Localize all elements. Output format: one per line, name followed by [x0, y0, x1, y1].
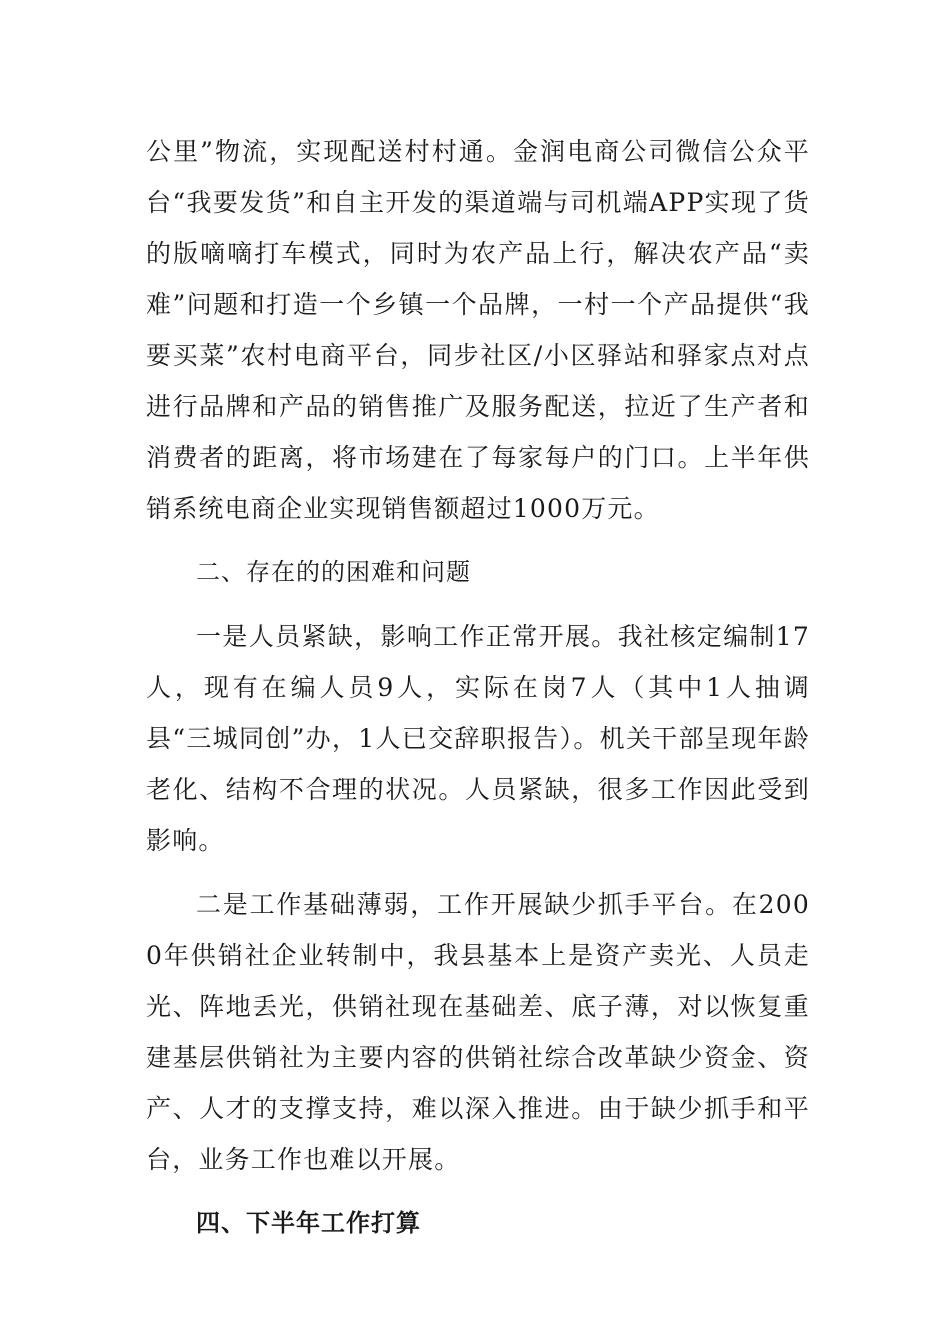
- section-heading-problems: 二、存在的的困难和问题: [196, 558, 471, 586]
- paragraph-staff-shortage: 一是人员紧缺，影响工作正常开展。我社核定编制17人，现有在编人员9人，实际在岗7人（其中1人抽调县“三城同创”办，1人已交辞职报告）。机关干部呈现年龄老化、结构不合理的状况。人员紧缺，很多工作因此受到影响。: [146, 622, 810, 855]
- section-heading-plans: 四、下半年工作打算: [196, 1209, 421, 1237]
- paragraph-logistics: 公里”物流，实现配送村村通。金润电商公司微信公众平台“我要发货”和自主开发的渠道端与司机端APP实现了货的版嘀嘀打车模式，同时为农产品上行，解决农产品“卖难”问题和打造一个乡镇一个品牌，一村一个产品提供“我要买菜”农村电商平台，同步社区/小区驿站和驿家点对点进行品牌和产品的销售推广及服务配送，拉近了生产者和消费者的距离，将市场建在了每家每户的门口。上半年供销系统电商企业实现销售额超过1000万元。: [146, 137, 810, 523]
- paragraph-weak-foundation: 二是工作基础薄弱，工作开展缺少抓手平台。在2000年供销社企业转制中，我县基本上是资产卖光、人员走光、阵地丢光，供销社现在基础差、底子薄，对以恢复重建基层供销社为主要内容的供销社综合改革缺少资金、资产、人才的支撑支持，难以深入推进。由于缺少抓手和平台，业务工作也难以开展。: [146, 890, 810, 1174]
- document-body: [146, 126, 810, 1249]
